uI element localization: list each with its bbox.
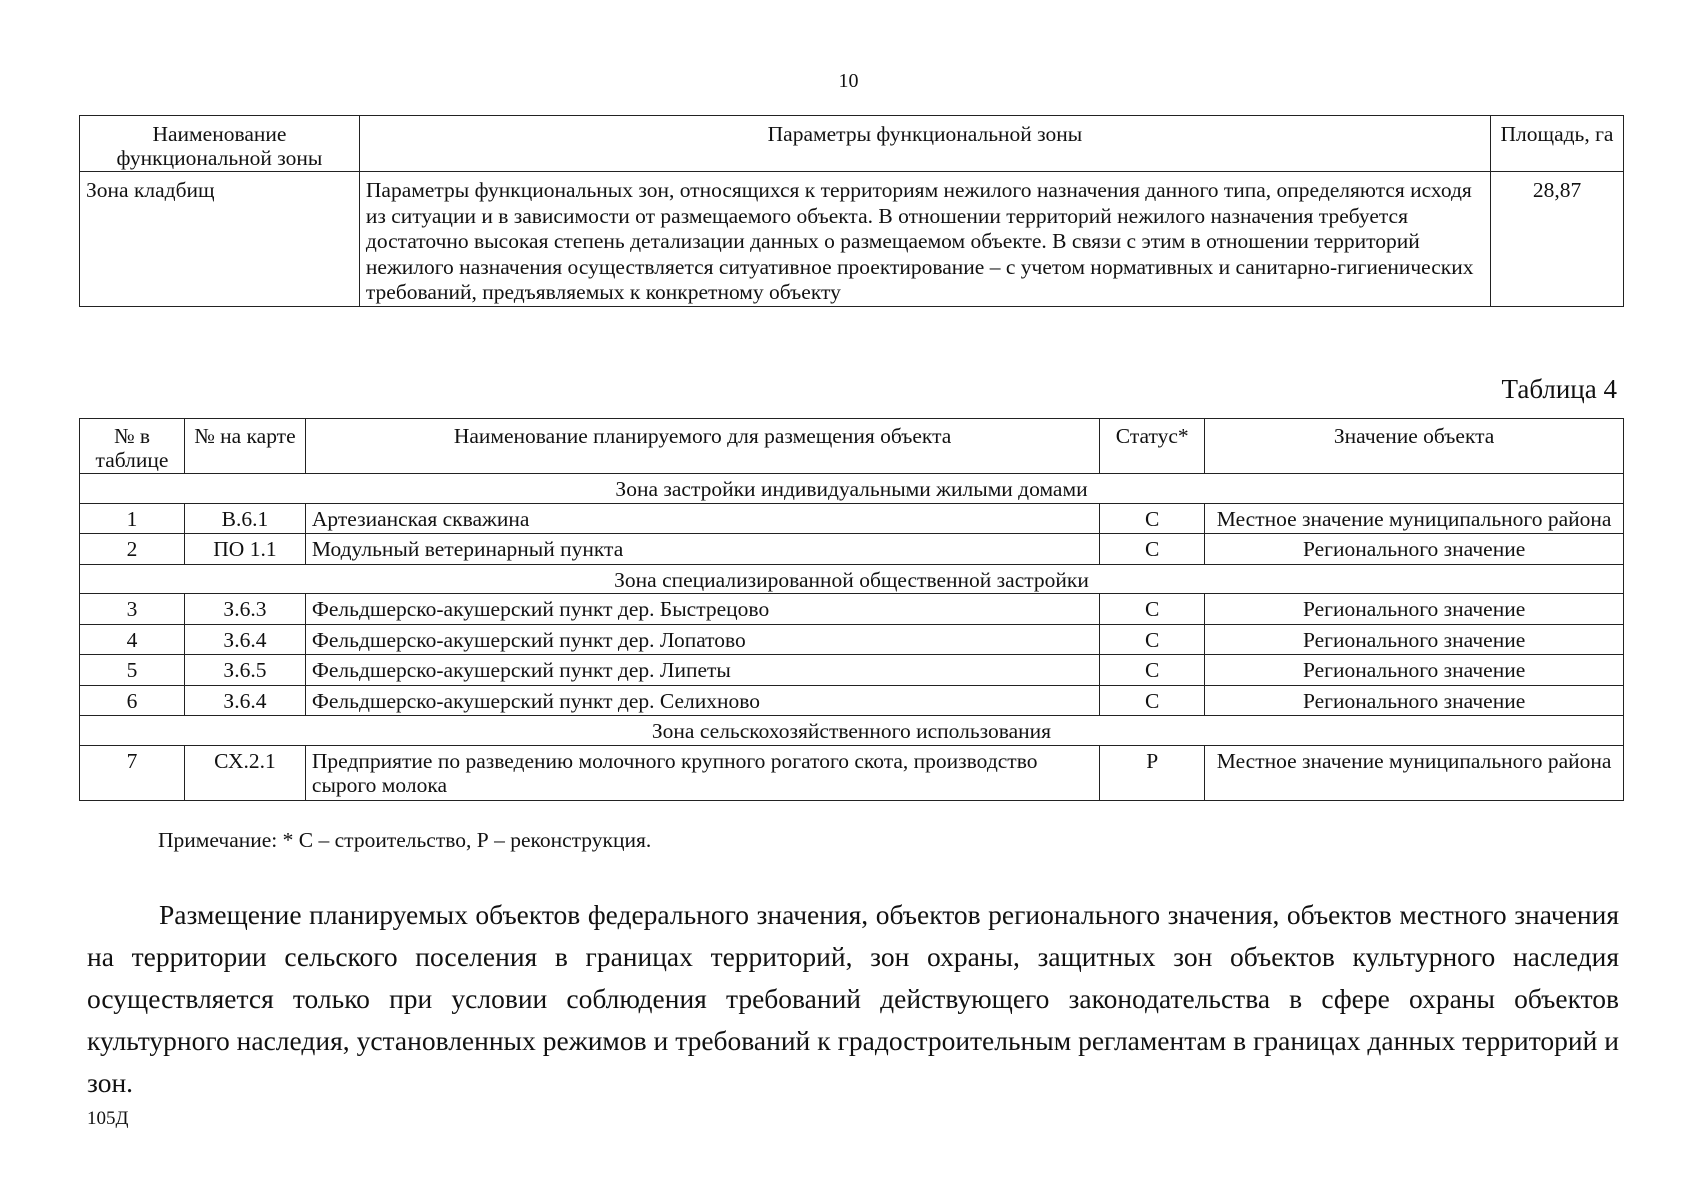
body-paragraph: Размещение планируемых объектов федерального значения, объектов регионального значения, объектов местного значения на территории сельского поселения в границах территорий, зон охраны, защитных зон объектов культурного наследия осуществляется только при условии соблюдения требований действующего законодательства в сфере охраны объектов культурного наследия, установленных режимов и требований к градостроительным регламентам в границах данных территорий и зон. <box>87 899 1619 1098</box>
table-row <box>80 594 1624 625</box>
object-value-cell: Местное значение муниципального района <box>1205 745 1624 800</box>
row-number-cell: 4 <box>80 624 185 655</box>
row-number-cell: 1 <box>80 503 185 534</box>
status-cell: С <box>1100 655 1205 686</box>
row-number-cell: 3 <box>80 594 185 625</box>
table-row <box>80 685 1624 716</box>
map-number-cell: З.6.5 <box>184 655 305 686</box>
object-value-cell: Местное значение муниципального района <box>1205 503 1624 534</box>
status-cell: С <box>1100 685 1205 716</box>
object-name-cell: Фельдшерско-акушерский пункт дер. Селихново <box>305 685 1099 716</box>
page-number: 10 <box>838 70 859 92</box>
object-name-cell: Артезианская скважина <box>305 503 1099 534</box>
object-name-cell: Фельдшерско-акушерский пункт дер. Липеты <box>305 655 1099 686</box>
zone-heading: Зона специализированной общественной застройки <box>80 564 1624 594</box>
map-number-cell: З.6.4 <box>184 624 305 655</box>
status-cell: Р <box>1100 745 1205 800</box>
table-row <box>80 534 1624 565</box>
status-cell: С <box>1100 534 1205 565</box>
column-header-area: Площадь, га <box>1491 116 1624 172</box>
table-row <box>80 624 1624 655</box>
table-row <box>80 503 1624 534</box>
object-name-cell: Фельдшерско-акушерский пункт дер. Быстрецово <box>305 594 1099 625</box>
zone-name-cell: Зона кладбищ <box>80 172 360 307</box>
table-row <box>80 745 1624 800</box>
table-note: Примечание: * С – строительство, Р – реконструкция. <box>158 828 652 852</box>
column-header-object-value: Значение объекта <box>1205 419 1624 474</box>
zone-heading-row <box>80 716 1624 746</box>
functional-zones-table <box>79 115 1624 307</box>
column-header-zone-name: Наименование функциональной зоны <box>80 116 360 172</box>
map-number-cell: З.6.4 <box>184 685 305 716</box>
column-header-zone-params: Параметры функциональной зоны <box>359 116 1490 172</box>
column-header-object-name: Наименование планируемого для размещения объекта <box>305 419 1099 474</box>
object-name-cell: Предприятие по разведению молочного крупного рогатого скота, производство сырого молока <box>305 745 1099 800</box>
table-header-row <box>80 419 1624 474</box>
object-value-cell: Регионального значение <box>1205 655 1624 686</box>
column-header-status: Статус* <box>1100 419 1205 474</box>
table-header-row <box>80 116 1624 172</box>
object-value-cell: Регионального значение <box>1205 534 1624 565</box>
table-row <box>80 172 1624 307</box>
planned-objects-table <box>79 418 1624 801</box>
table-caption: Таблица 4 <box>1501 374 1617 404</box>
row-number-cell: 7 <box>80 745 185 800</box>
map-number-cell: В.6.1 <box>184 503 305 534</box>
column-header-table-number: № в таблице <box>80 419 185 474</box>
row-number-cell: 6 <box>80 685 185 716</box>
zone-params-cell: Параметры функциональных зон, относящихся к территориям нежилого назначения данного типа, определяются исходя из ситуации и в зависимости от размещаемого объекта. В отношении территорий нежилого назначения требуется достаточно высокая степень детализации данных о размещаемом объекте. В связи с этим в отношении территорий нежилого назначения осуществляется ситуативное проектирование – с учетом нормативных и санитарно-гигиенических требований, предъявляемых к конкретному объекту <box>359 172 1490 307</box>
object-name-cell: Модульный ветеринарный пункта <box>305 534 1099 565</box>
map-number-cell: ПО 1.1 <box>184 534 305 565</box>
object-value-cell: Регионального значение <box>1205 685 1624 716</box>
object-value-cell: Регионального значение <box>1205 624 1624 655</box>
zone-heading: Зона сельскохозяйственного использования <box>80 716 1624 746</box>
map-number-cell: З.6.3 <box>184 594 305 625</box>
zone-heading-row <box>80 564 1624 594</box>
column-header-map-number: № на карте <box>184 419 305 474</box>
row-number-cell: 5 <box>80 655 185 686</box>
table-row <box>80 655 1624 686</box>
zone-area-cell: 28,87 <box>1491 172 1624 307</box>
status-cell: С <box>1100 503 1205 534</box>
object-name-cell: Фельдшерско-акушерский пункт дер. Лопатово <box>305 624 1099 655</box>
row-number-cell: 2 <box>80 534 185 565</box>
status-cell: С <box>1100 624 1205 655</box>
footer-code: 105Д <box>87 1108 129 1129</box>
object-value-cell: Регионального значение <box>1205 594 1624 625</box>
zone-heading: Зона застройки индивидуальными жилыми домами <box>80 474 1624 504</box>
zone-heading-row <box>80 474 1624 504</box>
map-number-cell: СХ.2.1 <box>184 745 305 800</box>
status-cell: С <box>1100 594 1205 625</box>
